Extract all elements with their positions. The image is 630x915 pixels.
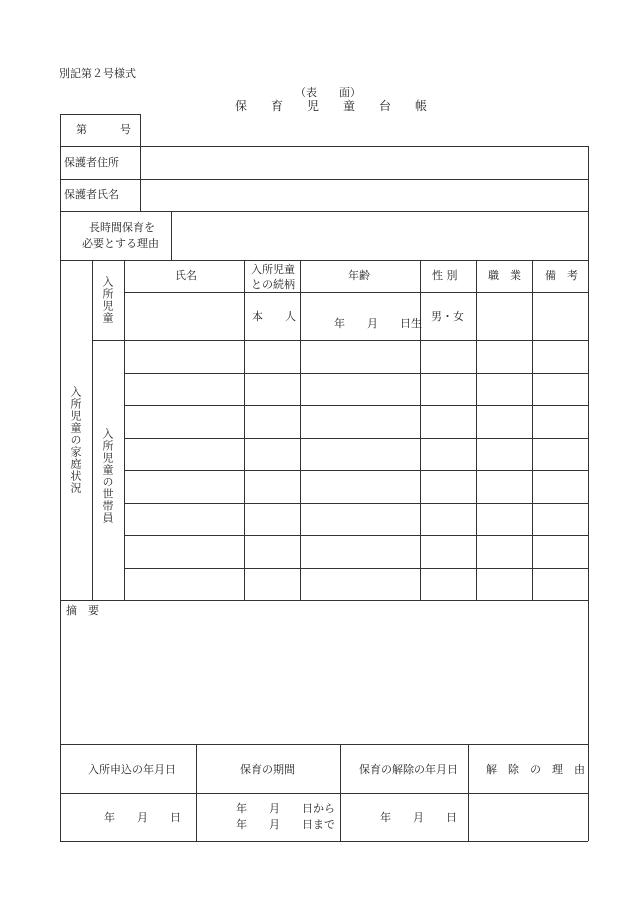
child-birthdate: 年 月 日生 [334, 317, 422, 330]
period-to-value: 年 月 日まで [236, 818, 335, 831]
form-label: 別記第２号様式 [59, 67, 136, 80]
header-age: 年齢 [348, 269, 370, 282]
care-period-label: 保育の期間 [240, 763, 295, 776]
family-section-label: 入所児童の家庭状況 [69, 386, 82, 494]
cancel-reason-label: 解 除 の 理 由 [486, 763, 585, 776]
period-from-value: 年 月 日から [236, 802, 335, 815]
cancel-date-value: 年 月 日 [380, 811, 457, 824]
application-date-label: 入所申込の年月日 [88, 763, 176, 776]
header-relation-line1: 入所児童 [251, 263, 295, 276]
reason-label-line1: 長時間保育を [89, 221, 155, 234]
reason-label-line2: 必要とする理由 [82, 237, 159, 250]
header-remarks: 備 考 [545, 269, 578, 282]
header-occupation: 職 業 [488, 269, 521, 282]
guardian-name-label: 保護者氏名 [64, 188, 119, 201]
header-sex: 性 別 [432, 269, 458, 282]
child-relation: 本 人 [252, 310, 296, 323]
child-sex: 男・女 [431, 310, 464, 323]
header-name: 氏名 [175, 269, 197, 282]
child-label: 入所児童 [101, 276, 114, 324]
cancel-date-label: 保育の解除の年月日 [359, 763, 458, 776]
page-title: 保 育 児 童 台 帳 [235, 99, 428, 113]
side-label: （表 面） [295, 86, 361, 99]
header-relation-line2: との続柄 [251, 278, 295, 291]
household-members-label: 入所児童の世帯員 [101, 428, 114, 524]
guardian-address-label: 保護者住所 [64, 156, 119, 169]
number-label: 第 号 [76, 123, 131, 136]
application-date-value: 年 月 日 [104, 811, 181, 824]
summary-label: 摘 要 [66, 604, 99, 617]
